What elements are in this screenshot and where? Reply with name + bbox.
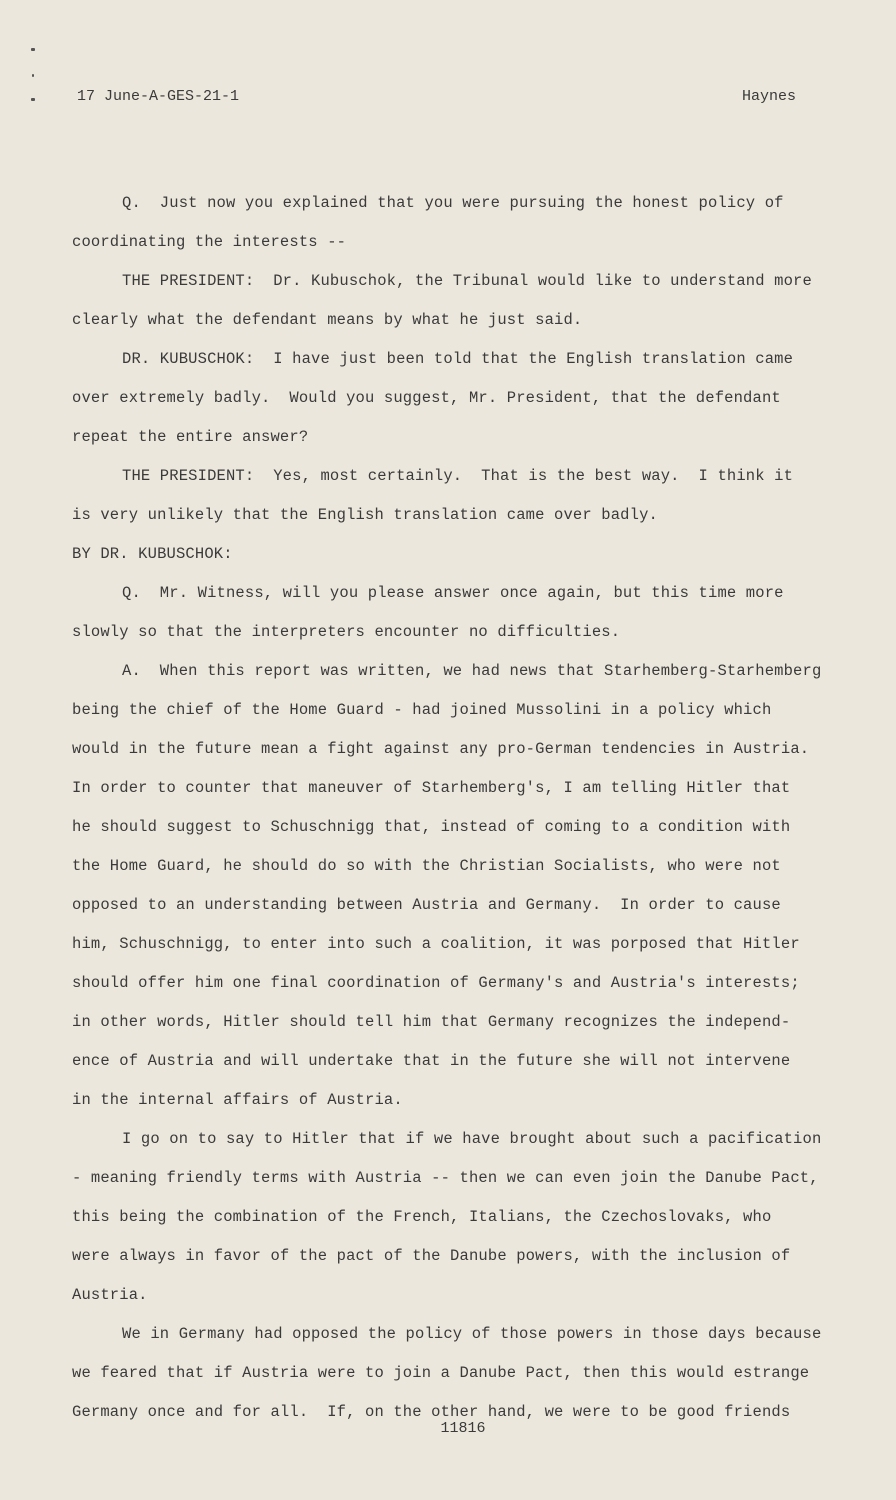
- punch-hole-mark: [31, 48, 35, 51]
- transcript-line: Austria.: [72, 1286, 148, 1304]
- transcript-body: [72, 184, 832, 1432]
- transcript-line: A. When this report was written, we had news that Starhemberg-Starhemberg: [122, 662, 822, 680]
- transcript-line: repeat the entire answer?: [72, 428, 309, 446]
- transcript-line: Q. Mr. Witness, will you please answer once again, but this time more: [122, 584, 784, 602]
- transcript-line: being the chief of the Home Guard - had joined Mussolini in a policy which: [72, 701, 772, 719]
- transcript-line: him, Schuschnigg, to enter into such a coalition, it was porposed that Hitler: [72, 935, 800, 953]
- transcript-line: would in the future mean a fight against any pro-German tendencies in Austria.: [72, 740, 810, 758]
- transcript-line: clearly what the defendant means by what he just said.: [72, 311, 583, 329]
- transcript-line: this being the combination of the French, Italians, the Czechoslovaks, who: [72, 1208, 772, 1226]
- transcript-line: slowly so that the interpreters encounter no difficulties.: [72, 623, 621, 641]
- transcript-line: coordinating the interests --: [72, 233, 347, 251]
- transcript-line: We in Germany had opposed the policy of those powers in those days because: [122, 1325, 822, 1343]
- transcript-line: In order to counter that maneuver of Starhemberg's, I am telling Hitler that: [72, 779, 791, 797]
- transcript-line: THE PRESIDENT: Dr. Kubuschok, the Tribunal would like to understand more: [122, 272, 812, 290]
- transcript-line: DR. KUBUSCHOK: I have just been told that the English translation came: [122, 350, 794, 368]
- transcript-line: over extremely badly. Would you suggest, Mr. President, that the defendant: [72, 389, 781, 407]
- transcript-line: Germany once and for all. If, on the other hand, we were to be good friends: [72, 1403, 791, 1421]
- transcript-line: I go on to say to Hitler that if we have brought about such a pacification: [122, 1130, 822, 1148]
- transcript-line: the Home Guard, he should do so with the Christian Socialists, who were not: [72, 857, 781, 875]
- transcript-line: BY DR. KUBUSCHOK:: [72, 545, 233, 563]
- page-header: [77, 88, 796, 112]
- punch-hole-mark: [31, 98, 35, 101]
- transcript-line: Q. Just now you explained that you were pursuing the honest policy of: [122, 194, 784, 212]
- punch-hole-mark: [32, 74, 34, 77]
- transcript-line: he should suggest to Schuschnigg that, instead of coming to a condition with: [72, 818, 791, 836]
- transcript-line: opposed to an understanding between Austria and Germany. In order to cause: [72, 896, 781, 914]
- transcript-line: ence of Austria and will undertake that in the future she will not intervene: [72, 1052, 791, 1070]
- page-number: 11816: [440, 1420, 486, 1437]
- transcript-line: in other words, Hitler should tell him that Germany recognizes the independ-: [72, 1013, 791, 1031]
- transcript-line: - meaning friendly terms with Austria -- then we can even join the Danube Pact,: [72, 1169, 819, 1187]
- transcript-line: were always in favor of the pact of the Danube powers, with the inclusion of: [72, 1247, 791, 1265]
- transcript-line: we feared that if Austria were to join a Danube Pact, then this would estrange: [72, 1364, 810, 1382]
- transcript-line: should offer him one final coordination of Germany's and Austria's interests;: [72, 974, 800, 992]
- transcript-line: in the internal affairs of Austria.: [72, 1091, 403, 1109]
- transcript-line: is very unlikely that the English translation came over badly.: [72, 506, 658, 524]
- transcript-line: THE PRESIDENT: Yes, most certainly. That is the best way. I think it: [122, 467, 794, 485]
- document-reference: 17 June-A-GES-21-1: [77, 88, 240, 105]
- stenographer-name: Haynes: [741, 88, 796, 105]
